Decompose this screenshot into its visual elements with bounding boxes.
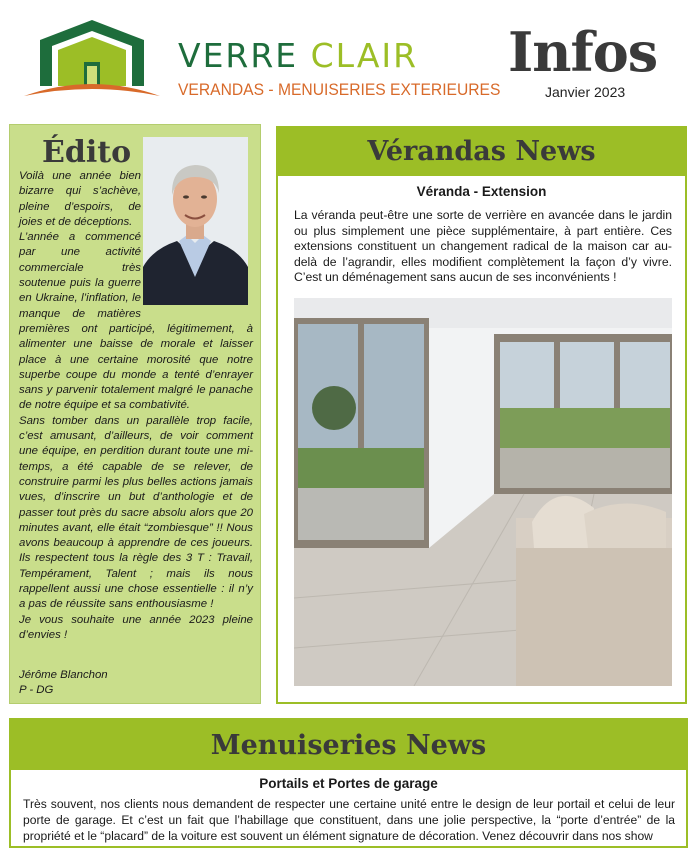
edito-paragraph: Je vous souhaite une année 2023 pleine d’envies ! [19,613,253,641]
menuiseries-article-title: Portails et Portes de garage [259,776,438,791]
verandas-article-body: La véranda peut-être une sorte de verrière en avancée dans le jardin ou plus simplement une pièce supplémentaire, à part entière. Ces extensions constituent un changement radical de la maison car au-delà de l’agrandir, elles modifient complètement la façon d’y vivre. C’est un déménagement sans aucun de ses inconvénients ! [294,208,672,285]
veranda-interior-photo [294,298,672,686]
menuiseries-article-body: Très souvent, nos clients nous demandent de respecter une certaine unité entre le design de leur portail et celui de leur porte de garage. Et c’est un fait que l’habillage que constituent, dans une jolie perspective, la “porte d’entrée” de la propriété et le “placard” de la voiture est souvent un élément signature de décoration. Venez découvrir dans nos show [23,797,675,843]
issue-date: Janvier 2023 [545,84,626,100]
menuiseries-news-title: Menuiseries News [210,730,487,761]
verre-clair-logo-icon [22,16,162,100]
verandas-news-title: Vérandas News [367,136,596,167]
edito-section [9,124,261,704]
brand-word-clair: CLAIR [310,36,419,75]
edito-paragraph: Sans tomber dans un parallèle trop facile, c’est amusant, d’ailleurs, de voir comment une équipe, en perdition durant toute une mi-temps, a été capable de se relever, de construire parmi les plus belles actions jamais vues, d’inscrire un but d’anthologie et de passer tout près du sacre absolu alors que 20 minutes avant, elle était “zombiesque” !! Nous avons beaucoup à apprendre de ces joueurs. Ils respectent tous la règle des 3 T : Travail, Tempérament, Talent ; mais ils nous rappellent aussi une chose essentielle : il n’y a pas de réussite sans enthousiasme ! [19,414,253,611]
edito-title: Édito [42,135,132,170]
brand-word-verre: VERRE [178,36,299,75]
edito-body [19,169,253,643]
brand-name [178,36,418,75]
edito-paragraph: L’année a commencé par une activité commerciale très soutenue puis la guerre en Ukraine, l’inflation, le manque de matières premières ont participé, légitimement, à alimenter une baisse de morale et laisser place à une certaine morosité que notre superbe coupe du monde a tenté d’enrayer sans y parvenir totalement malgré le panache de notre équipe et sa combativité. [19,231,253,412]
newsletter-title: Infos [508,20,658,84]
edito-paragraph: Voilà une année bien bizarre qui s’achève, pleine d’espoirs, de joies et de déceptions. [19,170,141,228]
verandas-news-section [276,126,687,704]
signature-name: Jérôme Blanchon [19,669,108,681]
signature-role: P - DG [19,684,54,697]
brand-tagline: VERANDAS - MENUISERIES EXTERIEURES [178,80,501,99]
edito-signature [19,668,108,699]
newsletter-header [0,0,697,118]
verandas-article-title: Véranda - Extension [416,184,547,199]
menuiseries-news-section [9,718,688,848]
